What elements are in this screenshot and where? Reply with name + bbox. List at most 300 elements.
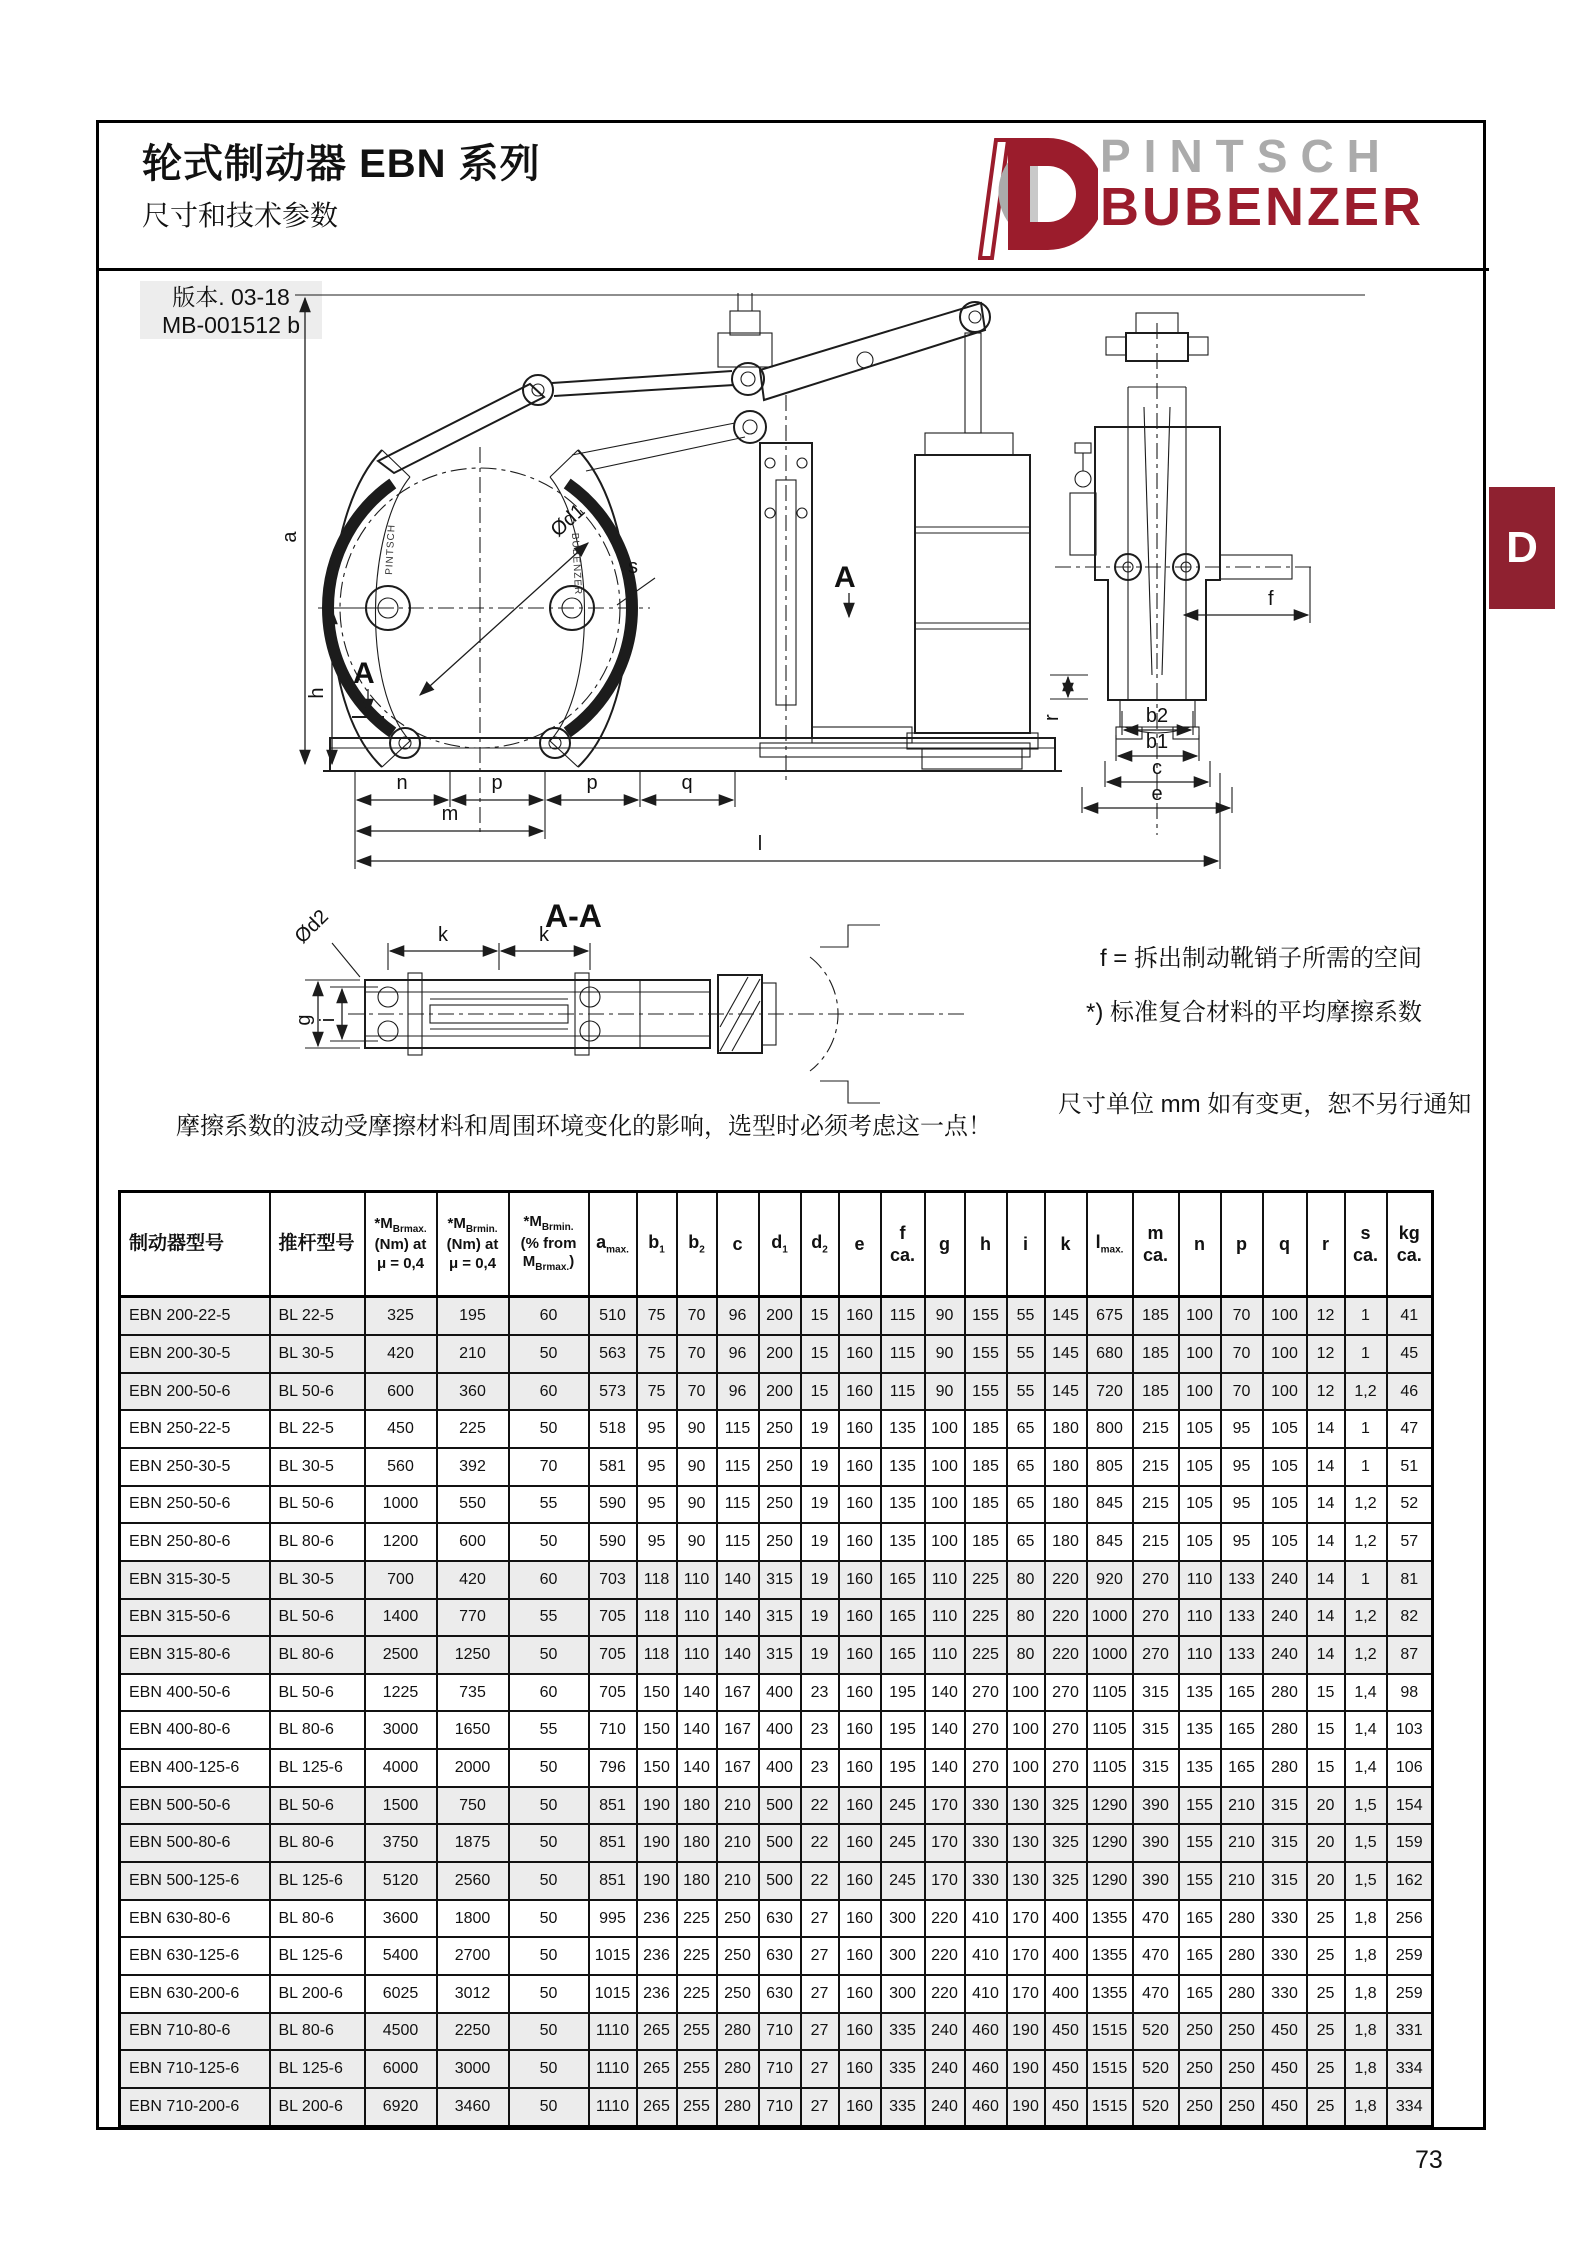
table-cell: 851	[589, 1787, 637, 1825]
table-cell: 280	[1221, 1900, 1263, 1938]
table-cell: 55	[1007, 1335, 1045, 1373]
table-cell: 50	[509, 1410, 589, 1448]
table-cell: 1290	[1087, 1787, 1133, 1825]
table-cell: 220	[925, 1937, 965, 1975]
table-cell: 265	[637, 2013, 677, 2051]
page-number: 73	[1415, 2146, 1443, 2174]
table-cell: 185	[1133, 1297, 1179, 1336]
table-cell: 255	[677, 2050, 717, 2088]
table-cell: 390	[1133, 1862, 1179, 1900]
table-cell: 130	[1007, 1824, 1045, 1862]
table-cell: EBN 400-50-6	[120, 1674, 270, 1712]
table-cell: EBN 630-200-6	[120, 1975, 270, 2013]
table-cell: 185	[1133, 1373, 1179, 1411]
table-cell: 19	[801, 1561, 839, 1599]
table-cell: 65	[1007, 1523, 1045, 1561]
page-title: 轮式制动器 EBN 系列	[142, 142, 541, 186]
table-cell: 150	[637, 1749, 677, 1787]
table-cell: 410	[965, 1900, 1007, 1938]
column-header: s ca.	[1345, 1192, 1387, 1297]
table-cell: 100	[925, 1448, 965, 1486]
table-cell: 50	[509, 1975, 589, 2013]
table-cell: 14	[1307, 1561, 1345, 1599]
table-cell: 75	[637, 1297, 677, 1336]
table-cell: 50	[509, 1862, 589, 1900]
table-cell: 1290	[1087, 1862, 1133, 1900]
table-cell: 115	[717, 1523, 759, 1561]
table-cell: 630	[759, 1900, 801, 1938]
table-cell: BL 125-6	[270, 2050, 365, 2088]
table-cell: 170	[925, 1862, 965, 1900]
table-cell: 167	[717, 1749, 759, 1787]
chapter-tab-d: D	[1489, 487, 1555, 609]
table-cell: 400	[1045, 1900, 1087, 1938]
table-cell: 155	[965, 1373, 1007, 1411]
table-cell: 167	[717, 1674, 759, 1712]
table-cell: EBN 315-80-6	[120, 1636, 270, 1674]
table-cell: 250	[1179, 2088, 1221, 2127]
dim-label-q: q	[681, 772, 693, 794]
table-cell: 315	[1263, 1862, 1307, 1900]
table-cell: 110	[925, 1636, 965, 1674]
table-cell: 118	[637, 1636, 677, 1674]
section-title: A-A	[545, 898, 602, 934]
column-header: h	[965, 1192, 1007, 1297]
column-header: p	[1221, 1192, 1263, 1297]
table-cell: 315	[1133, 1749, 1179, 1787]
section-marker-a-right: A	[834, 561, 856, 594]
table-cell: 105	[1179, 1410, 1221, 1448]
column-header: f ca.	[881, 1192, 925, 1297]
table-cell: 130	[1007, 1787, 1045, 1825]
table-cell: 95	[637, 1486, 677, 1524]
table-cell: 140	[925, 1711, 965, 1749]
table-cell: 2700	[437, 1937, 509, 1975]
table-cell: 180	[677, 1787, 717, 1825]
table-cell: 330	[1263, 1975, 1307, 2013]
table-cell: 1,5	[1345, 1824, 1387, 1862]
table-cell: 630	[759, 1937, 801, 1975]
table-cell: 280	[1221, 1937, 1263, 1975]
note-dimensions-unit: 尺寸单位 mm 如有变更，恕不另行通知	[1058, 1091, 1472, 1118]
arm-brand-left: PINTSCH	[384, 523, 398, 576]
table-cell: 15	[801, 1373, 839, 1411]
table-cell: 160	[839, 1787, 881, 1825]
table-cell: 90	[677, 1448, 717, 1486]
table-cell: BL 50-6	[270, 1486, 365, 1524]
table-cell: 70	[677, 1297, 717, 1336]
table-cell: 12	[1307, 1335, 1345, 1373]
table-cell: BL 50-6	[270, 1373, 365, 1411]
table-cell: 331	[1387, 2013, 1433, 2051]
table-row	[120, 1787, 1433, 1825]
table-cell: 15	[1307, 1674, 1345, 1712]
table-cell: 160	[839, 1674, 881, 1712]
table-cell: 80	[1007, 1561, 1045, 1599]
table-cell: 1250	[437, 1636, 509, 1674]
table-cell: 770	[437, 1599, 509, 1637]
table-cell: 1110	[589, 2050, 637, 2088]
table-cell: 680	[1087, 1335, 1133, 1373]
table-cell: 450	[1045, 2088, 1087, 2127]
table-cell: 180	[1045, 1448, 1087, 1486]
table-cell: 270	[1045, 1711, 1087, 1749]
table-cell: 240	[1263, 1561, 1307, 1599]
table-cell: 105	[1263, 1523, 1307, 1561]
table-cell: 710	[759, 2050, 801, 2088]
table-cell: 845	[1087, 1523, 1133, 1561]
table-cell: 50	[509, 1787, 589, 1825]
table-cell: 118	[637, 1561, 677, 1599]
table-cell: 170	[925, 1787, 965, 1825]
table-cell: 1,5	[1345, 1862, 1387, 1900]
note-f-definition: f = 拆出制动靴销子所需的空间	[1099, 945, 1422, 972]
table-cell: 96	[717, 1297, 759, 1336]
table-cell: 100	[1263, 1335, 1307, 1373]
table-cell: 210	[1221, 1824, 1263, 1862]
dim-label-a: a	[279, 531, 301, 543]
table-cell: 400	[1045, 1937, 1087, 1975]
table-cell: 1015	[589, 1975, 637, 2013]
table-cell: 300	[881, 1975, 925, 2013]
table-cell: 19	[801, 1523, 839, 1561]
table-cell: 41	[1387, 1297, 1433, 1336]
dim-label-r: r	[1041, 714, 1063, 721]
table-cell: 27	[801, 2013, 839, 2051]
table-cell: 215	[1133, 1448, 1179, 1486]
table-cell: 90	[925, 1335, 965, 1373]
table-cell: 50	[509, 1937, 589, 1975]
table-cell: 50	[509, 1335, 589, 1373]
table-cell: 225	[965, 1599, 1007, 1637]
table-cell: 145	[1045, 1373, 1087, 1411]
table-cell: 95	[637, 1410, 677, 1448]
table-cell: 87	[1387, 1636, 1433, 1674]
table-cell: 705	[589, 1674, 637, 1712]
table-cell: BL 80-6	[270, 1711, 365, 1749]
table-cell: 470	[1133, 1900, 1179, 1938]
column-header: g	[925, 1192, 965, 1297]
logo-wordmark	[1100, 130, 1425, 238]
table-cell: 1,2	[1345, 1599, 1387, 1637]
table-cell: 47	[1387, 1410, 1433, 1448]
table-cell: 240	[1263, 1599, 1307, 1637]
table-cell: 920	[1087, 1561, 1133, 1599]
table-cell: 250	[1179, 2013, 1221, 2051]
table-cell: 1,8	[1345, 2050, 1387, 2088]
table-row	[120, 1824, 1433, 1862]
table-cell: 50	[509, 1523, 589, 1561]
table-cell: 470	[1133, 1937, 1179, 1975]
table-cell: 160	[839, 1599, 881, 1637]
table-cell: 98	[1387, 1674, 1433, 1712]
table-cell: 250	[759, 1448, 801, 1486]
table-cell: 25	[1307, 2050, 1345, 2088]
table-cell: 1,8	[1345, 2088, 1387, 2127]
table-cell: 22	[801, 1862, 839, 1900]
table-cell: 250	[717, 1975, 759, 2013]
table-row	[120, 1523, 1433, 1561]
table-cell: 240	[925, 2050, 965, 2088]
table-cell: 51	[1387, 1448, 1433, 1486]
table-cell: 325	[1045, 1862, 1087, 1900]
table-cell: 65	[1007, 1486, 1045, 1524]
table-cell: 160	[839, 1297, 881, 1336]
logo-line2: BUBENZER	[1100, 177, 1425, 238]
dim-label-i: i	[317, 1017, 339, 1023]
table-cell: 225	[965, 1561, 1007, 1599]
table-cell: 851	[589, 1824, 637, 1862]
table-cell: EBN 315-30-5	[120, 1561, 270, 1599]
table-cell: 5400	[365, 1937, 437, 1975]
table-cell: 75	[637, 1335, 677, 1373]
table-cell: 27	[801, 1975, 839, 2013]
table-row	[120, 1636, 1433, 1674]
table-cell: 470	[1133, 1975, 1179, 2013]
table-cell: 2250	[437, 2013, 509, 2051]
dim-label-g: g	[293, 1014, 315, 1026]
table-cell: 250	[717, 1900, 759, 1938]
table-cell: 160	[839, 1448, 881, 1486]
table-cell: 330	[965, 1824, 1007, 1862]
table-cell: 255	[677, 2013, 717, 2051]
table-cell: 4000	[365, 1749, 437, 1787]
table-cell: 334	[1387, 2088, 1433, 2127]
table-cell: 1110	[589, 2013, 637, 2051]
column-header: $d_1$	[759, 1192, 801, 1297]
table-cell: 1015	[589, 1937, 637, 1975]
table-cell: 110	[677, 1599, 717, 1637]
table-cell: 46	[1387, 1373, 1433, 1411]
table-cell: 80	[1007, 1636, 1045, 1674]
table-cell: 563	[589, 1335, 637, 1373]
table-cell: 55	[1007, 1373, 1045, 1411]
table-cell: 735	[437, 1674, 509, 1712]
table-cell: BL 30-5	[270, 1561, 365, 1599]
table-cell: 50	[509, 1749, 589, 1787]
table-cell: 1355	[1087, 1975, 1133, 2013]
table-cell: 133	[1221, 1561, 1263, 1599]
table-cell: 420	[437, 1561, 509, 1599]
column-header: 制动器型号	[120, 1192, 270, 1297]
section-marker-a-left: A	[353, 657, 375, 690]
table-cell: 300	[881, 1937, 925, 1975]
table-cell: 550	[437, 1486, 509, 1524]
dim-label-s: s	[628, 556, 638, 578]
table-cell: 315	[1263, 1787, 1307, 1825]
table-cell: 70	[1221, 1335, 1263, 1373]
table-cell: 105	[1179, 1486, 1221, 1524]
table-cell: 57	[1387, 1523, 1433, 1561]
column-header: $d_2$	[801, 1192, 839, 1297]
table-cell: 22	[801, 1824, 839, 1862]
table-cell: BL 125-6	[270, 1749, 365, 1787]
table-cell: 460	[965, 2050, 1007, 2088]
table-cell: 110	[1179, 1599, 1221, 1637]
table-cell: 160	[839, 1824, 881, 1862]
table-cell: 55	[509, 1486, 589, 1524]
table-cell: 265	[637, 2050, 677, 2088]
table-cell: EBN 500-125-6	[120, 1862, 270, 1900]
table-cell: 195	[881, 1674, 925, 1712]
table-cell: 60	[509, 1561, 589, 1599]
table-cell: 118	[637, 1599, 677, 1637]
table-cell: 805	[1087, 1448, 1133, 1486]
table-cell: 1355	[1087, 1937, 1133, 1975]
table-cell: 100	[1263, 1297, 1307, 1336]
table-cell: 14	[1307, 1448, 1345, 1486]
table-cell: 19	[801, 1448, 839, 1486]
table-cell: 400	[1045, 1975, 1087, 2013]
table-cell: 270	[965, 1711, 1007, 1749]
table-cell: 185	[965, 1486, 1007, 1524]
table-cell: 2560	[437, 1862, 509, 1900]
table-row	[120, 1373, 1433, 1411]
table-cell: 27	[801, 1900, 839, 1938]
table-cell: 14	[1307, 1523, 1345, 1561]
table-cell: 90	[677, 1410, 717, 1448]
table-cell: 100	[1007, 1674, 1045, 1712]
column-header: c	[717, 1192, 759, 1297]
table-cell: 65	[1007, 1448, 1045, 1486]
table-cell: 170	[1007, 1900, 1045, 1938]
table-cell: 225	[965, 1636, 1007, 1674]
table-cell: 70	[1221, 1373, 1263, 1411]
column-header: n	[1179, 1192, 1221, 1297]
table-cell: EBN 200-30-5	[120, 1335, 270, 1373]
dim-label-f: f	[1268, 588, 1274, 610]
table-cell: 225	[677, 1900, 717, 1938]
table-cell: 160	[839, 1937, 881, 1975]
table-cell: EBN 630-80-6	[120, 1900, 270, 1938]
table-cell: 450	[365, 1410, 437, 1448]
table-cell: 1500	[365, 1787, 437, 1825]
table-cell: 4500	[365, 2013, 437, 2051]
table-row	[120, 1711, 1433, 1749]
table-cell: EBN 250-30-5	[120, 1448, 270, 1486]
table-cell: EBN 315-50-6	[120, 1599, 270, 1637]
table-row	[120, 1486, 1433, 1524]
table-cell: 800	[1087, 1410, 1133, 1448]
table-cell: 335	[881, 2013, 925, 2051]
table-cell: 210	[717, 1824, 759, 1862]
dim-label-c: c	[1152, 757, 1162, 779]
table-row	[120, 1599, 1433, 1637]
dim-label-p2: p	[586, 772, 598, 794]
table-cell: 19	[801, 1599, 839, 1637]
dim-label-e: e	[1151, 783, 1163, 805]
table-cell: 245	[881, 1862, 925, 1900]
column-header: kg ca.	[1387, 1192, 1433, 1297]
table-cell: 70	[1221, 1297, 1263, 1336]
table-cell: 335	[881, 2050, 925, 2088]
table-cell: 170	[1007, 1975, 1045, 2013]
table-cell: 165	[881, 1599, 925, 1637]
table-cell: 265	[637, 2088, 677, 2127]
table-cell: 27	[801, 2088, 839, 2127]
table-cell: 154	[1387, 1787, 1433, 1825]
table-cell: 3000	[365, 1711, 437, 1749]
dim-label-k1: k	[438, 924, 448, 946]
logo-d-mark-icon	[978, 132, 1098, 264]
table-cell: 15	[1307, 1711, 1345, 1749]
table-cell: 180	[1045, 1486, 1087, 1524]
spec-table-body	[120, 1297, 1433, 2127]
table-cell: 330	[1263, 1937, 1307, 1975]
table-cell: 518	[589, 1410, 637, 1448]
table-cell: 110	[925, 1599, 965, 1637]
table-cell: 250	[759, 1486, 801, 1524]
table-cell: 27	[801, 1937, 839, 1975]
table-cell: 55	[509, 1599, 589, 1637]
table-cell: 195	[881, 1711, 925, 1749]
table-cell: 25	[1307, 2013, 1345, 2051]
table-cell: 195	[881, 1749, 925, 1787]
table-cell: 390	[1133, 1824, 1179, 1862]
table-cell: 25	[1307, 1937, 1345, 1975]
table-cell: 145	[1045, 1297, 1087, 1336]
table-cell: 165	[881, 1561, 925, 1599]
table-cell: 185	[965, 1523, 1007, 1561]
table-cell: 160	[839, 1561, 881, 1599]
table-cell: BL 80-6	[270, 1523, 365, 1561]
table-cell: 159	[1387, 1824, 1433, 1862]
version-line2: MB-001512 b	[161, 312, 301, 338]
table-cell: 250	[1221, 2013, 1263, 2051]
table-cell: 6000	[365, 2050, 437, 2088]
table-cell: BL 80-6	[270, 1824, 365, 1862]
table-cell: 165	[1221, 1674, 1263, 1712]
logo-line1: PINTSCH	[1100, 130, 1393, 182]
table-cell: 160	[839, 1900, 881, 1938]
table-cell: 160	[839, 2088, 881, 2127]
table-cell: 215	[1133, 1410, 1179, 1448]
table-cell: BL 125-6	[270, 1862, 365, 1900]
table-cell: 100	[925, 1410, 965, 1448]
table-cell: 23	[801, 1749, 839, 1787]
table-cell: 315	[759, 1636, 801, 1674]
table-cell: 135	[881, 1523, 925, 1561]
table-cell: 1000	[1087, 1599, 1133, 1637]
table-cell: 236	[637, 1975, 677, 2013]
table-cell: 703	[589, 1561, 637, 1599]
table-cell: 140	[677, 1674, 717, 1712]
table-cell: 225	[677, 1975, 717, 2013]
table-cell: 1225	[365, 1674, 437, 1712]
table-cell: 215	[1133, 1523, 1179, 1561]
table-cell: 95	[1221, 1523, 1263, 1561]
table-cell: 1,2	[1345, 1373, 1387, 1411]
table-cell: 105	[1179, 1448, 1221, 1486]
table-cell: 70	[677, 1335, 717, 1373]
table-cell: 236	[637, 1900, 677, 1938]
table-cell: 19	[801, 1486, 839, 1524]
dim-label-h: h	[306, 687, 328, 699]
table-row	[120, 1297, 1433, 1336]
table-cell: 170	[925, 1824, 965, 1862]
table-cell: 165	[1221, 1711, 1263, 1749]
table-cell: 450	[1263, 2050, 1307, 2088]
table-cell: 115	[717, 1410, 759, 1448]
table-cell: 1	[1345, 1448, 1387, 1486]
table-cell: 95	[637, 1448, 677, 1486]
table-cell: 710	[759, 2013, 801, 2051]
table-cell: 200	[759, 1297, 801, 1336]
table-cell: 1,5	[1345, 1787, 1387, 1825]
header-divider	[96, 268, 1489, 271]
table-cell: BL 50-6	[270, 1787, 365, 1825]
table-row	[120, 2088, 1433, 2127]
